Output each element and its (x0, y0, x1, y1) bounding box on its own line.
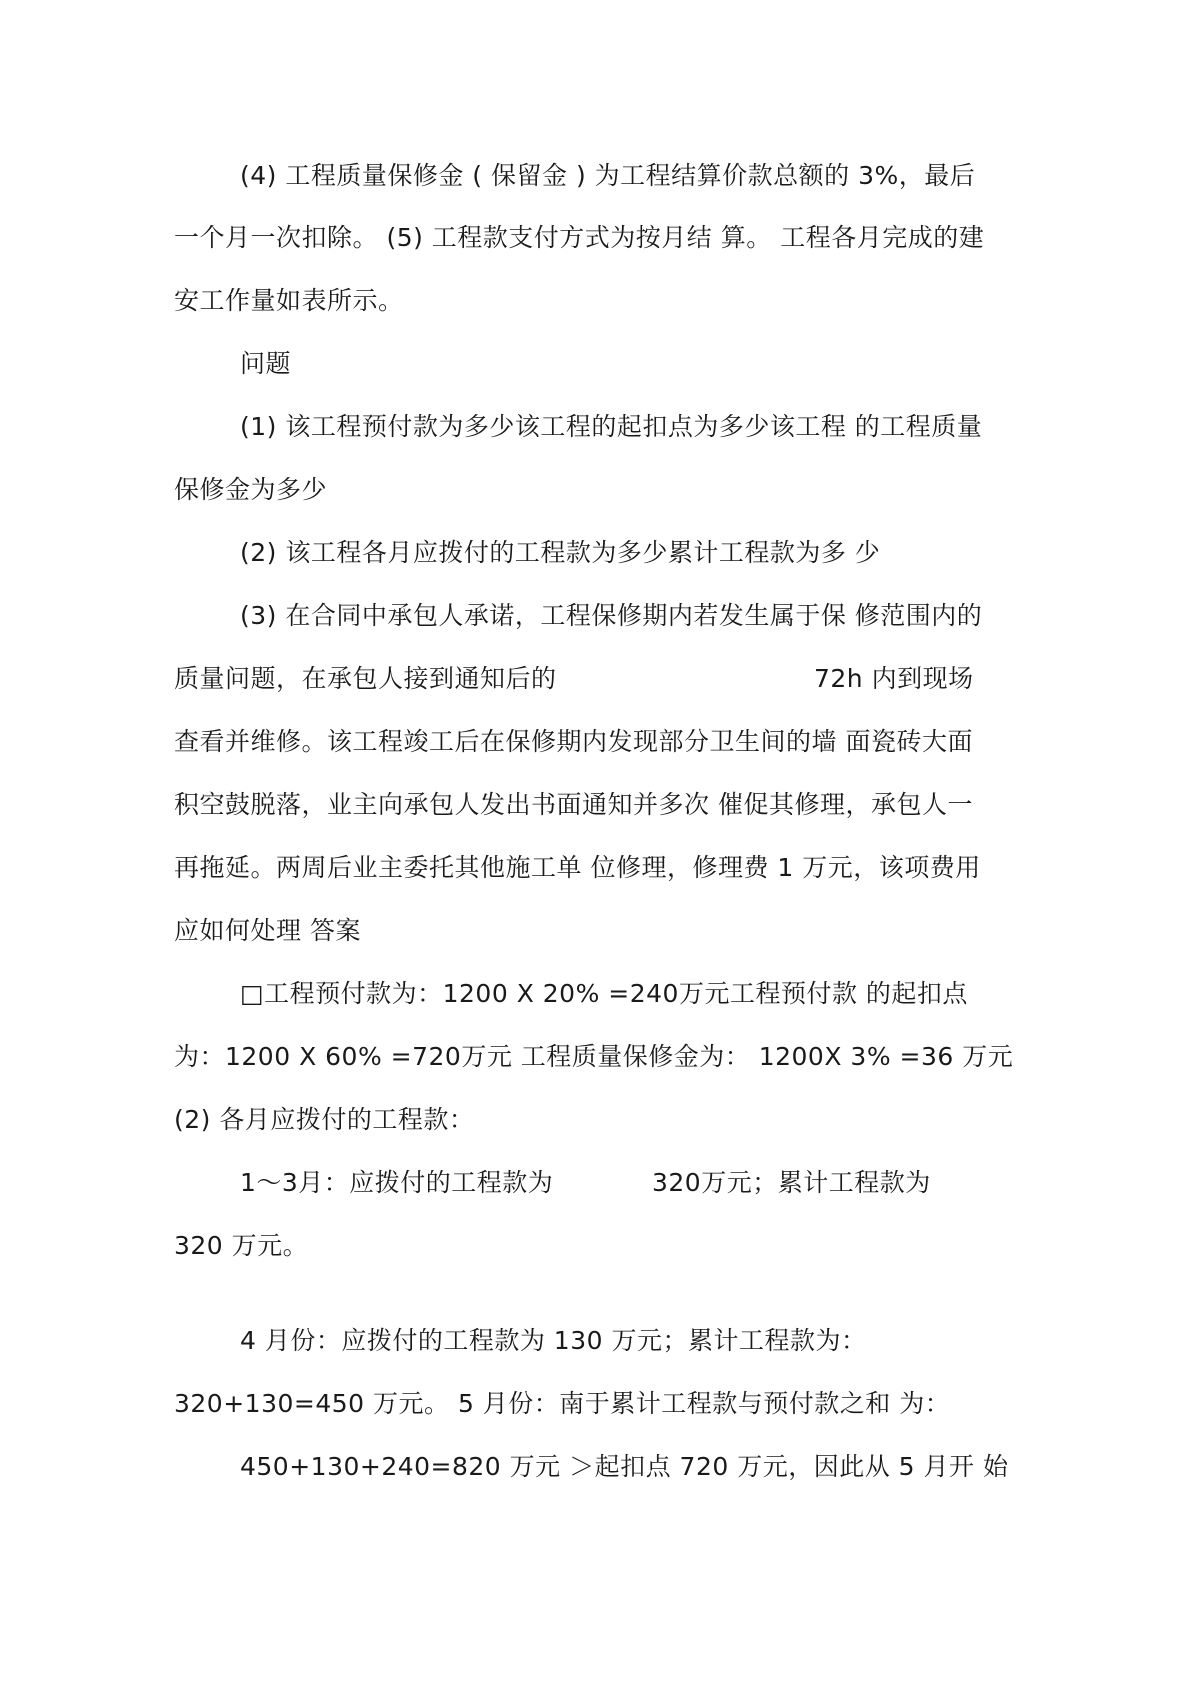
text-line: 保修金为多少 (174, 475, 328, 504)
text-line: 质量问题，在承包人接到通知后的 (174, 664, 557, 693)
text-line: 应如何处理 答案 (174, 916, 361, 945)
text-line: (4) 工程质量保修金 ( 保留金 ) 为工程结算价款总额的 3%，最后 (240, 161, 976, 190)
text-line: 安工作量如表所示。 (174, 286, 404, 315)
text-line: 一个月一次扣除。 (5) 工程款支付方式为按月结 算。 工程各月完成的建 (174, 223, 985, 252)
text-line: 查看并维修。该工程竣工后在保修期内发现部分卫生间的墙 面瓷砖大面 (174, 727, 973, 756)
text-line: 1～3月：应拨付的工程款为 (240, 1168, 554, 1197)
text-line: □工程预付款为：1200 X 20% =240万元工程预付款 的起扣点 (240, 979, 968, 1008)
text-line: 450+130+240=820 万元 ＞起扣点 720 万元，因此从 5 月开 始 (240, 1452, 1009, 1481)
text-line: 问题 (240, 349, 292, 378)
text-line: 积空鼓脱落，业主向承包人发出书面通知并多次 催促其修理，承包人一 (174, 790, 973, 819)
text-line: (3) 在合同中承包人承诺，工程保修期内若发生属于保 修范围内的 (240, 601, 983, 630)
text-line: 320 万元。 (174, 1231, 309, 1260)
text-line: 320万元；累计工程款为 (652, 1168, 931, 1197)
text-line: 72h 内到现场 (814, 664, 974, 693)
text-line: 再拖延。两周后业主委托其他施工单 位修理，修理费 1 万元，该项费用 (174, 853, 981, 882)
text-line: (1) 该工程预付款为多少该工程的起扣点为多少该工程 的工程质量 (240, 412, 983, 441)
text-line: (2) 各月应拨付的工程款： (174, 1105, 475, 1134)
text-line: (2) 该工程各月应拨付的工程款为多少累计工程款为多 少 (240, 538, 881, 567)
text-line: 为：1200 X 60% =720万元 工程质量保修金为： 1200X 3% =36 万元 (174, 1042, 1014, 1071)
text-line: 320+130=450 万元。 5 月份：南于累计工程款与预付款之和 为： (174, 1389, 951, 1418)
text-line: 4 月份：应拨付的工程款为 130 万元；累计工程款为： (240, 1326, 867, 1355)
